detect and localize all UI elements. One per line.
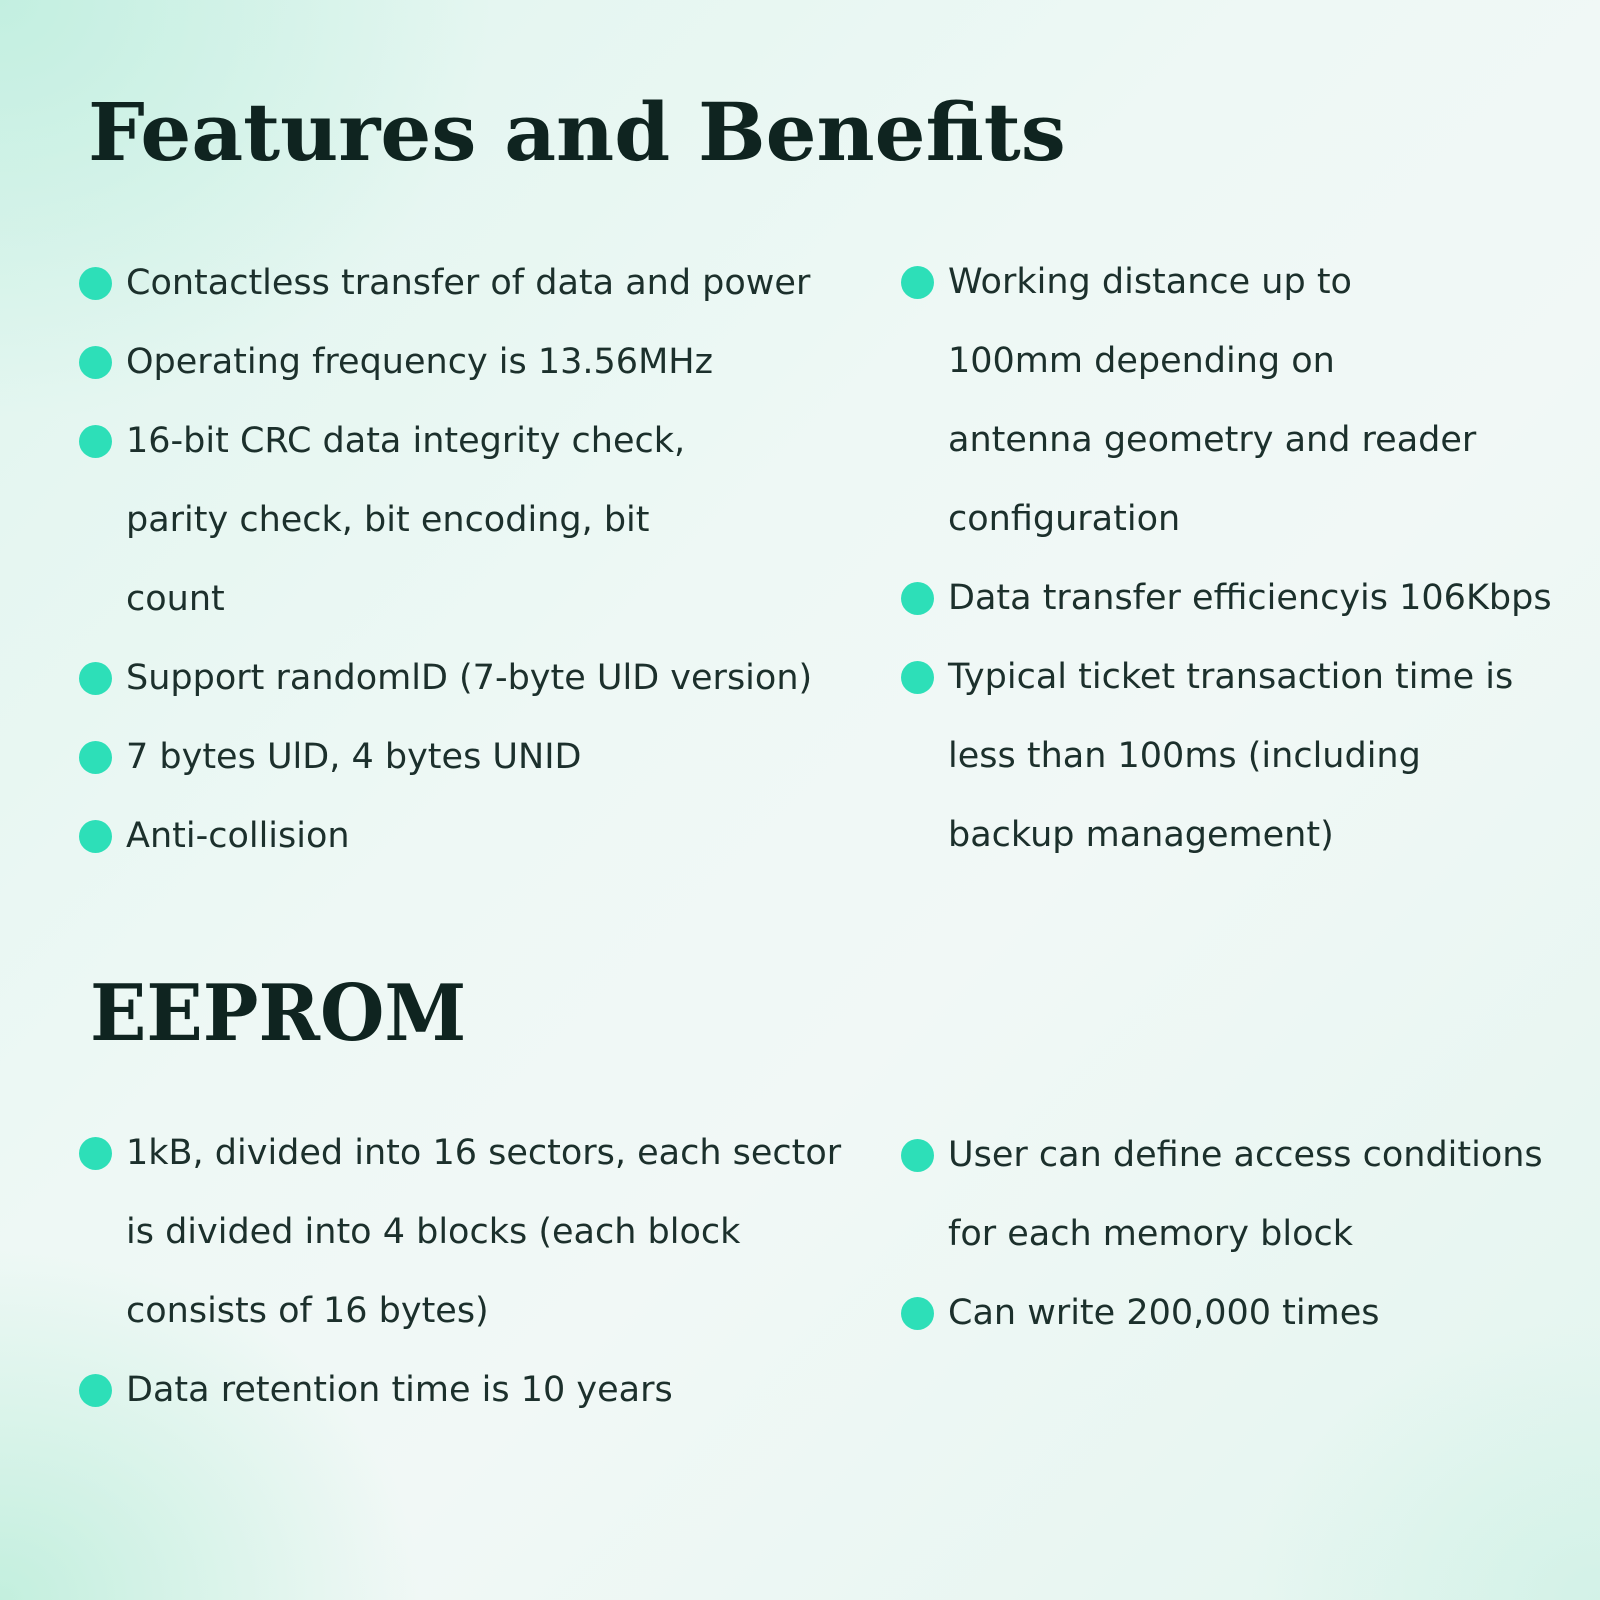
list-item (79, 1114, 846, 1351)
bullet-dot-icon (79, 1137, 112, 1170)
list-item-text: Contactless transfer of data and power (126, 263, 811, 303)
list-item-text: Data retention time is 10 years (126, 1370, 673, 1410)
list-item (901, 1116, 1548, 1274)
bullet-dot-icon (79, 820, 112, 853)
list-item (901, 638, 1518, 875)
list-item-text: 7 bytes UlD, 4 bytes UNID (126, 737, 582, 777)
list-item-text: Support randomlD (7-byte UlD version) (126, 658, 813, 698)
list-item-text: Typical ticket transaction time is less than 100ms (including backup management) (948, 657, 1514, 855)
features-title: Features and Benefits (88, 85, 1066, 179)
list-item (79, 323, 869, 402)
list-item (79, 797, 869, 876)
bullet-dot-icon (79, 267, 112, 300)
list-item-text: Anti-collision (126, 816, 350, 856)
list-item (79, 402, 726, 639)
bullet-dot-icon (79, 346, 112, 379)
bullet-dot-icon (79, 662, 112, 695)
list-item (901, 559, 1581, 638)
list-item-text: Working distance up to 100mm depending on antenna geometry and reader configuration (948, 262, 1477, 539)
list-item-text: Can write 200,000 times (948, 1293, 1380, 1333)
bullet-dot-icon (901, 661, 934, 694)
list-item (901, 243, 1488, 559)
list-item (79, 718, 869, 797)
eeprom-title: EEPROM (90, 968, 467, 1059)
eeprom-right-list (901, 1116, 1581, 1353)
list-item-text: Data transfer efficiencyis 106Kbps (948, 578, 1552, 618)
bullet-dot-icon (79, 1374, 112, 1407)
list-item (79, 244, 869, 323)
bullet-dot-icon (79, 425, 112, 458)
list-item (79, 639, 869, 718)
eeprom-left-list (79, 1114, 869, 1430)
bullet-dot-icon (901, 582, 934, 615)
bullet-dot-icon (901, 1297, 934, 1330)
list-item-text: 16-bit CRC data integrity check, parity check, bit encoding, bit count (126, 421, 686, 619)
bullet-dot-icon (901, 1139, 934, 1172)
list-item-text: Operating frequency is 13.56MHz (126, 342, 713, 382)
features-left-list (79, 244, 869, 876)
list-item (79, 1351, 869, 1430)
list-item-text: 1kB, divided into 16 sectors, each sector is divided into 4 blocks (each block consists of 16 bytes) (126, 1133, 842, 1331)
features-right-list (901, 243, 1581, 875)
list-item (901, 1274, 1581, 1353)
bullet-dot-icon (901, 266, 934, 299)
bullet-dot-icon (79, 741, 112, 774)
list-item-text: User can define access conditions for each memory block (948, 1135, 1543, 1254)
